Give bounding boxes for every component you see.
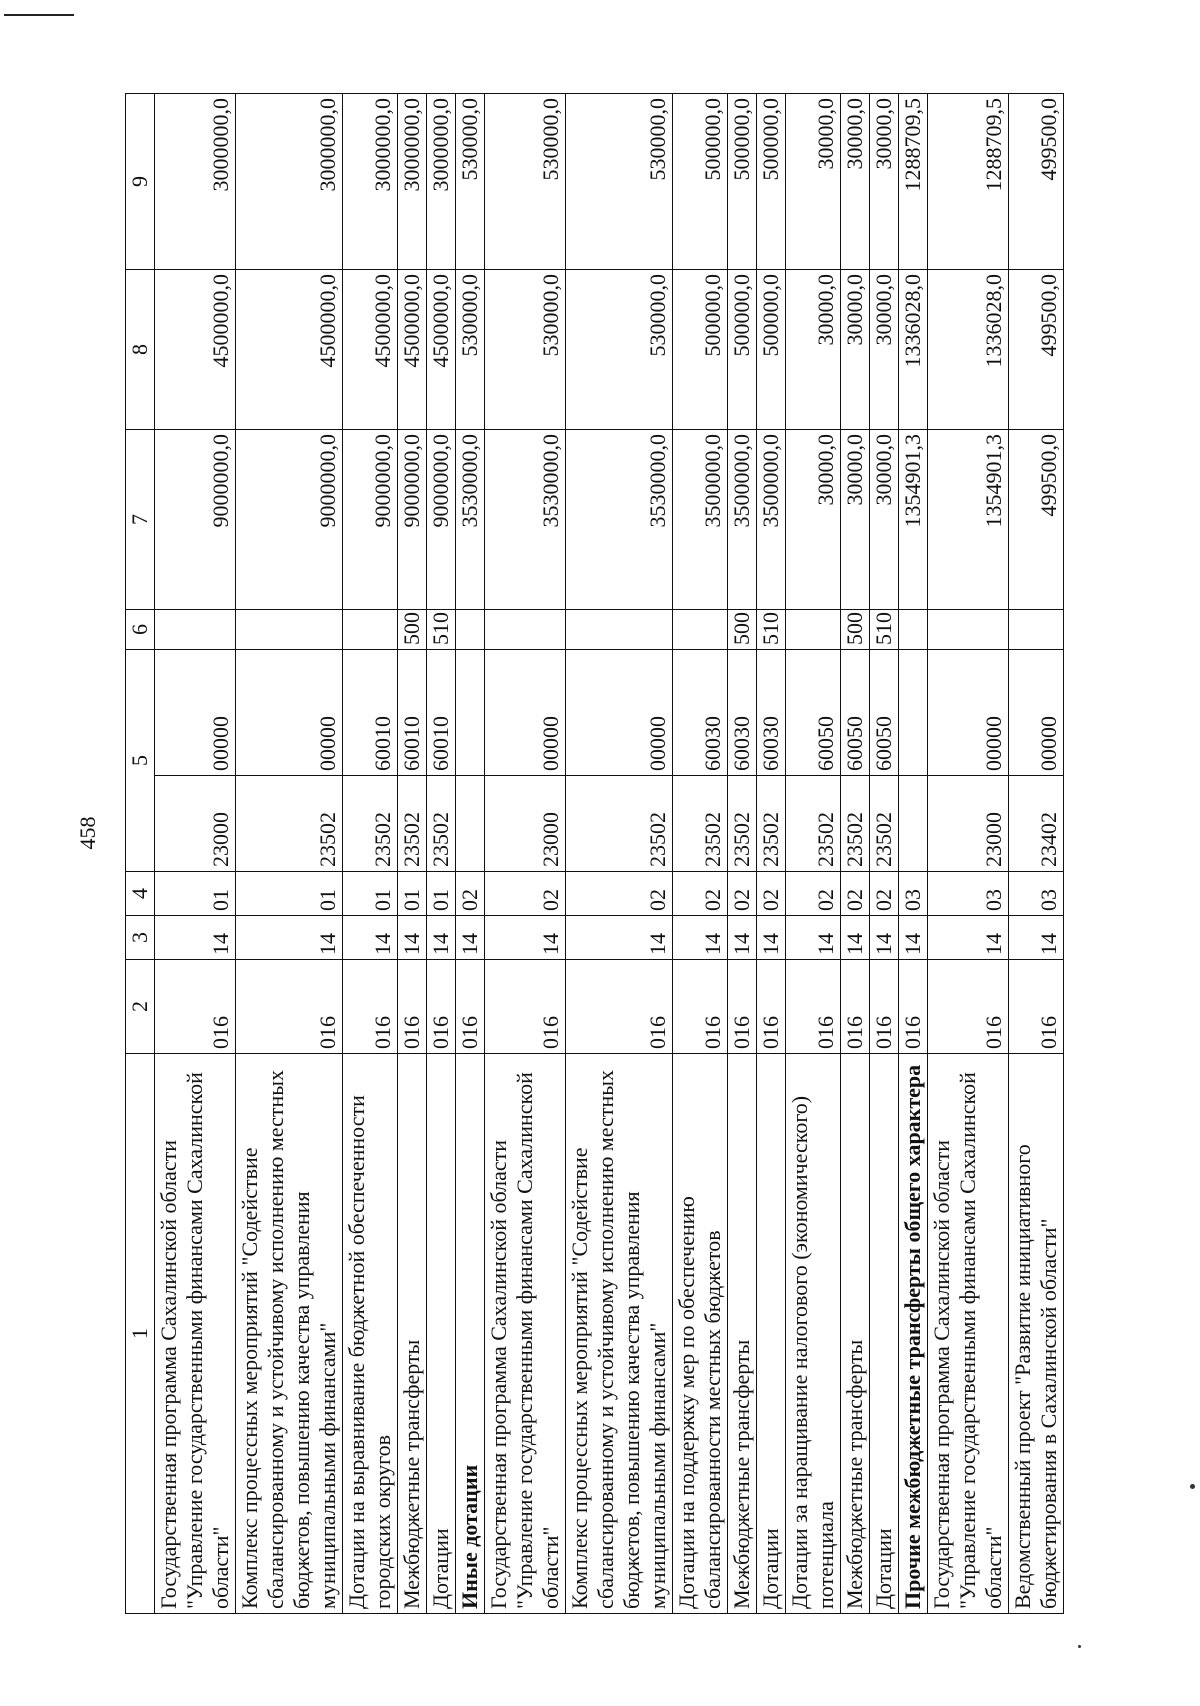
- budget-table: [125, 93, 1064, 1614]
- col8-amount-cell: 499500,0: [1009, 270, 1064, 430]
- header-cell: 4: [126, 872, 155, 916]
- table-row: [899, 94, 928, 1614]
- row-name-cell: Дотации на поддержку мер по обеспечению сбалансированности местных бюджетов: [673, 1054, 728, 1614]
- row-name-cell: Комплекс процессных мероприятий "Содействие сбалансированному и устойчивому исполнению местных бюджетов, повышению качества управления муниципальными финансами": [566, 1054, 673, 1614]
- col5-direction-cell: 60050: [870, 650, 899, 776]
- rotated-table-container: [125, 94, 1085, 1614]
- col3-cell: 14: [1009, 916, 1064, 960]
- col7-amount-cell: 3500000,0: [673, 430, 728, 610]
- col3-cell: 14: [757, 916, 786, 960]
- col7-amount-cell: 30000,0: [841, 430, 870, 610]
- corner-mark: [4, 14, 74, 16]
- col6-cell: [456, 610, 485, 650]
- col6-cell: [786, 610, 841, 650]
- col5-program-cell: 23000: [928, 776, 1009, 872]
- col2-cell: 016: [841, 960, 870, 1054]
- col2-cell: 016: [566, 960, 673, 1054]
- col7-amount-cell: 9000000,0: [343, 430, 398, 610]
- row-name-cell: Межбюджетные трансферты: [398, 1054, 427, 1614]
- col6-cell: [1009, 610, 1064, 650]
- col4-cell: 03: [1009, 872, 1064, 916]
- col3-cell: 14: [841, 916, 870, 960]
- header-cell: 3: [126, 916, 155, 960]
- col3-cell: 14: [343, 916, 398, 960]
- row-name-cell: Дотации: [870, 1054, 899, 1614]
- col5-program-cell: 23502: [343, 776, 398, 872]
- col5-program-cell: 23502: [566, 776, 673, 872]
- col5-program-cell: 23502: [870, 776, 899, 872]
- col7-amount-cell: 3530000,0: [456, 430, 485, 610]
- col5-program-cell: 23502: [728, 776, 757, 872]
- col8-amount-cell: 4500000,0: [398, 270, 427, 430]
- col5-program-cell: 23502: [786, 776, 841, 872]
- col6-cell: [566, 610, 673, 650]
- col4-cell: 03: [899, 872, 928, 916]
- col4-cell: 02: [673, 872, 728, 916]
- col9-amount-cell: 499500,0: [1009, 94, 1064, 270]
- table-row: [155, 94, 236, 1614]
- col9-amount-cell: 530000,0: [566, 94, 673, 270]
- row-name-cell: Дотации за наращивание налогового (экономического) потенциала: [786, 1054, 841, 1614]
- col7-amount-cell: 3500000,0: [728, 430, 757, 610]
- header-row: [126, 94, 155, 1614]
- col3-cell: 14: [456, 916, 485, 960]
- col5-program-cell: 23502: [236, 776, 343, 872]
- col7-amount-cell: 9000000,0: [398, 430, 427, 610]
- col7-amount-cell: 1354901,3: [899, 430, 928, 610]
- col5-program-cell: 23502: [673, 776, 728, 872]
- row-name-cell: Межбюджетные трансферты: [728, 1054, 757, 1614]
- col9-amount-cell: 30000,0: [786, 94, 841, 270]
- col5-program-cell: [899, 776, 928, 872]
- col5-direction-cell: 00000: [566, 650, 673, 776]
- header-cell: 5: [126, 650, 155, 872]
- col5-direction-cell: 00000: [485, 650, 566, 776]
- col6-cell: [899, 610, 928, 650]
- col5-direction-cell: 00000: [236, 650, 343, 776]
- col7-amount-cell: 9000000,0: [236, 430, 343, 610]
- col6-cell: [343, 610, 398, 650]
- col2-cell: 016: [928, 960, 1009, 1054]
- col4-cell: 02: [456, 872, 485, 916]
- col5-direction-cell: 60030: [757, 650, 786, 776]
- col2-cell: 016: [456, 960, 485, 1054]
- col2-cell: 016: [786, 960, 841, 1054]
- col8-amount-cell: 530000,0: [485, 270, 566, 430]
- col5-direction-cell: 60010: [343, 650, 398, 776]
- header-cell: 7: [126, 430, 155, 610]
- table-row: [343, 94, 398, 1614]
- col9-amount-cell: 530000,0: [456, 94, 485, 270]
- col5-direction-cell: [899, 650, 928, 776]
- col2-cell: 016: [1009, 960, 1064, 1054]
- col5-program-cell: 23000: [485, 776, 566, 872]
- col4-cell: 03: [928, 872, 1009, 916]
- col5-program-cell: 23000: [155, 776, 236, 872]
- col5-direction-cell: 60010: [398, 650, 427, 776]
- col2-cell: 016: [398, 960, 427, 1054]
- page-number: 458: [75, 816, 100, 850]
- table-row: [485, 94, 566, 1614]
- col6-cell: [928, 610, 1009, 650]
- col9-amount-cell: 500000,0: [673, 94, 728, 270]
- col5-direction-cell: 00000: [1009, 650, 1064, 776]
- col2-cell: 016: [155, 960, 236, 1054]
- table-row: [398, 94, 427, 1614]
- header-cell: 2: [126, 960, 155, 1054]
- table-row: [236, 94, 343, 1614]
- col4-cell: 01: [236, 872, 343, 916]
- col3-cell: 14: [899, 916, 928, 960]
- table-row: [757, 94, 786, 1614]
- table-row: [870, 94, 899, 1614]
- scan-speck: [1190, 1484, 1195, 1489]
- row-name-cell: Дотации на выравнивание бюджетной обеспеченности городских округов: [343, 1054, 398, 1614]
- table-row: [566, 94, 673, 1614]
- col3-cell: 14: [427, 916, 456, 960]
- col5-direction-cell: 60030: [673, 650, 728, 776]
- col9-amount-cell: 1288709,5: [899, 94, 928, 270]
- col4-cell: 01: [398, 872, 427, 916]
- col2-cell: 016: [236, 960, 343, 1054]
- table-row: [673, 94, 728, 1614]
- col6-cell: 500: [398, 610, 427, 650]
- table-row: [427, 94, 456, 1614]
- col9-amount-cell: 3000000,0: [427, 94, 456, 270]
- col8-amount-cell: 4500000,0: [343, 270, 398, 430]
- col9-amount-cell: 3000000,0: [343, 94, 398, 270]
- row-name-cell: Межбюджетные трансферты: [841, 1054, 870, 1614]
- col6-cell: 500: [841, 610, 870, 650]
- row-name-cell: Ведомственный проект "Развитие инициативного бюджетирования в Сахалинской области": [1009, 1054, 1064, 1614]
- table-row: [841, 94, 870, 1614]
- col3-cell: 14: [673, 916, 728, 960]
- col5-direction-cell: 00000: [928, 650, 1009, 776]
- table-row: [1009, 94, 1064, 1614]
- col9-amount-cell: 3000000,0: [236, 94, 343, 270]
- col6-cell: [485, 610, 566, 650]
- col4-cell: 02: [485, 872, 566, 916]
- col8-amount-cell: 1336028,0: [928, 270, 1009, 430]
- col4-cell: 02: [870, 872, 899, 916]
- table-body: [155, 94, 1064, 1614]
- col5-program-cell: 23502: [398, 776, 427, 872]
- col5-program-cell: 23502: [757, 776, 786, 872]
- col5-direction-cell: 60010: [427, 650, 456, 776]
- col3-cell: 14: [786, 916, 841, 960]
- col4-cell: 01: [427, 872, 456, 916]
- col5-program-cell: 23502: [427, 776, 456, 872]
- col8-amount-cell: 500000,0: [757, 270, 786, 430]
- row-name-cell: Дотации: [427, 1054, 456, 1614]
- col7-amount-cell: 30000,0: [870, 430, 899, 610]
- col3-cell: 14: [566, 916, 673, 960]
- header-cell: 6: [126, 610, 155, 650]
- col4-cell: 02: [786, 872, 841, 916]
- header-cell: 9: [126, 94, 155, 270]
- col4-cell: 01: [155, 872, 236, 916]
- col6-cell: [155, 610, 236, 650]
- col3-cell: 14: [155, 916, 236, 960]
- col5-program-cell: 23402: [1009, 776, 1064, 872]
- row-name-cell: Комплекс процессных мероприятий "Содействие сбалансированному и устойчивому исполнению местных бюджетов, повышению качества управления муниципальными финансами": [236, 1054, 343, 1614]
- col4-cell: 02: [566, 872, 673, 916]
- col6-cell: 500: [728, 610, 757, 650]
- col8-amount-cell: 30000,0: [786, 270, 841, 430]
- col8-amount-cell: 530000,0: [566, 270, 673, 430]
- col4-cell: 02: [757, 872, 786, 916]
- col2-cell: 016: [899, 960, 928, 1054]
- col2-cell: 016: [673, 960, 728, 1054]
- col8-amount-cell: 4500000,0: [427, 270, 456, 430]
- col8-amount-cell: 500000,0: [728, 270, 757, 430]
- col3-cell: 14: [728, 916, 757, 960]
- col8-amount-cell: 1336028,0: [899, 270, 928, 430]
- col5-direction-cell: 60030: [728, 650, 757, 776]
- col7-amount-cell: 3500000,0: [757, 430, 786, 610]
- col2-cell: 016: [870, 960, 899, 1054]
- col6-cell: 510: [870, 610, 899, 650]
- col3-cell: 14: [928, 916, 1009, 960]
- col5-direction-cell: 00000: [155, 650, 236, 776]
- col6-cell: [673, 610, 728, 650]
- col9-amount-cell: 30000,0: [870, 94, 899, 270]
- col9-amount-cell: 3000000,0: [398, 94, 427, 270]
- col2-cell: 016: [485, 960, 566, 1054]
- col2-cell: 016: [728, 960, 757, 1054]
- col7-amount-cell: 499500,0: [1009, 430, 1064, 610]
- col7-amount-cell: 3530000,0: [566, 430, 673, 610]
- col3-cell: 14: [236, 916, 343, 960]
- col9-amount-cell: 30000,0: [841, 94, 870, 270]
- col4-cell: 02: [728, 872, 757, 916]
- table-row: [928, 94, 1009, 1614]
- col5-program-cell: 23502: [841, 776, 870, 872]
- row-name-cell: Дотации: [757, 1054, 786, 1614]
- table-row: [728, 94, 757, 1614]
- row-name-cell: Государственная программа Сахалинской области "Управление государственными финансами Сахалинской области": [928, 1054, 1009, 1614]
- col9-amount-cell: 500000,0: [728, 94, 757, 270]
- col8-amount-cell: 500000,0: [673, 270, 728, 430]
- col7-amount-cell: 3530000,0: [485, 430, 566, 610]
- col3-cell: 14: [870, 916, 899, 960]
- col9-amount-cell: 3000000,0: [155, 94, 236, 270]
- col9-amount-cell: 1288709,5: [928, 94, 1009, 270]
- col6-cell: 510: [427, 610, 456, 650]
- col7-amount-cell: 1354901,3: [928, 430, 1009, 610]
- col5-direction-cell: 60050: [786, 650, 841, 776]
- header-cell: 8: [126, 270, 155, 430]
- table-row: [786, 94, 841, 1614]
- col9-amount-cell: 530000,0: [485, 94, 566, 270]
- col5-direction-cell: 60050: [841, 650, 870, 776]
- col6-cell: 510: [757, 610, 786, 650]
- col8-amount-cell: 30000,0: [870, 270, 899, 430]
- col8-amount-cell: 530000,0: [456, 270, 485, 430]
- table-row: [456, 94, 485, 1614]
- scan-speck: [1078, 1645, 1081, 1648]
- col4-cell: 01: [343, 872, 398, 916]
- col3-cell: 14: [485, 916, 566, 960]
- col9-amount-cell: 500000,0: [757, 94, 786, 270]
- col2-cell: 016: [343, 960, 398, 1054]
- col8-amount-cell: 4500000,0: [155, 270, 236, 430]
- col5-direction-cell: [456, 650, 485, 776]
- col8-amount-cell: 30000,0: [841, 270, 870, 430]
- row-name-cell: Государственная программа Сахалинской области "Управление государственными финансами Сахалинской области": [155, 1054, 236, 1614]
- col7-amount-cell: 9000000,0: [427, 430, 456, 610]
- row-name-cell: Прочие межбюджетные трансферты общего характера: [899, 1054, 928, 1614]
- col2-cell: 016: [757, 960, 786, 1054]
- col7-amount-cell: 30000,0: [786, 430, 841, 610]
- col7-amount-cell: 9000000,0: [155, 430, 236, 610]
- col8-amount-cell: 4500000,0: [236, 270, 343, 430]
- row-name-cell: Государственная программа Сахалинской области "Управление государственными финансами Сахалинской области": [485, 1054, 566, 1614]
- col5-program-cell: [456, 776, 485, 872]
- col3-cell: 14: [398, 916, 427, 960]
- row-name-cell: Иные дотации: [456, 1054, 485, 1614]
- col6-cell: [236, 610, 343, 650]
- header-cell: 1: [126, 1054, 155, 1614]
- col2-cell: 016: [427, 960, 456, 1054]
- col4-cell: 02: [841, 872, 870, 916]
